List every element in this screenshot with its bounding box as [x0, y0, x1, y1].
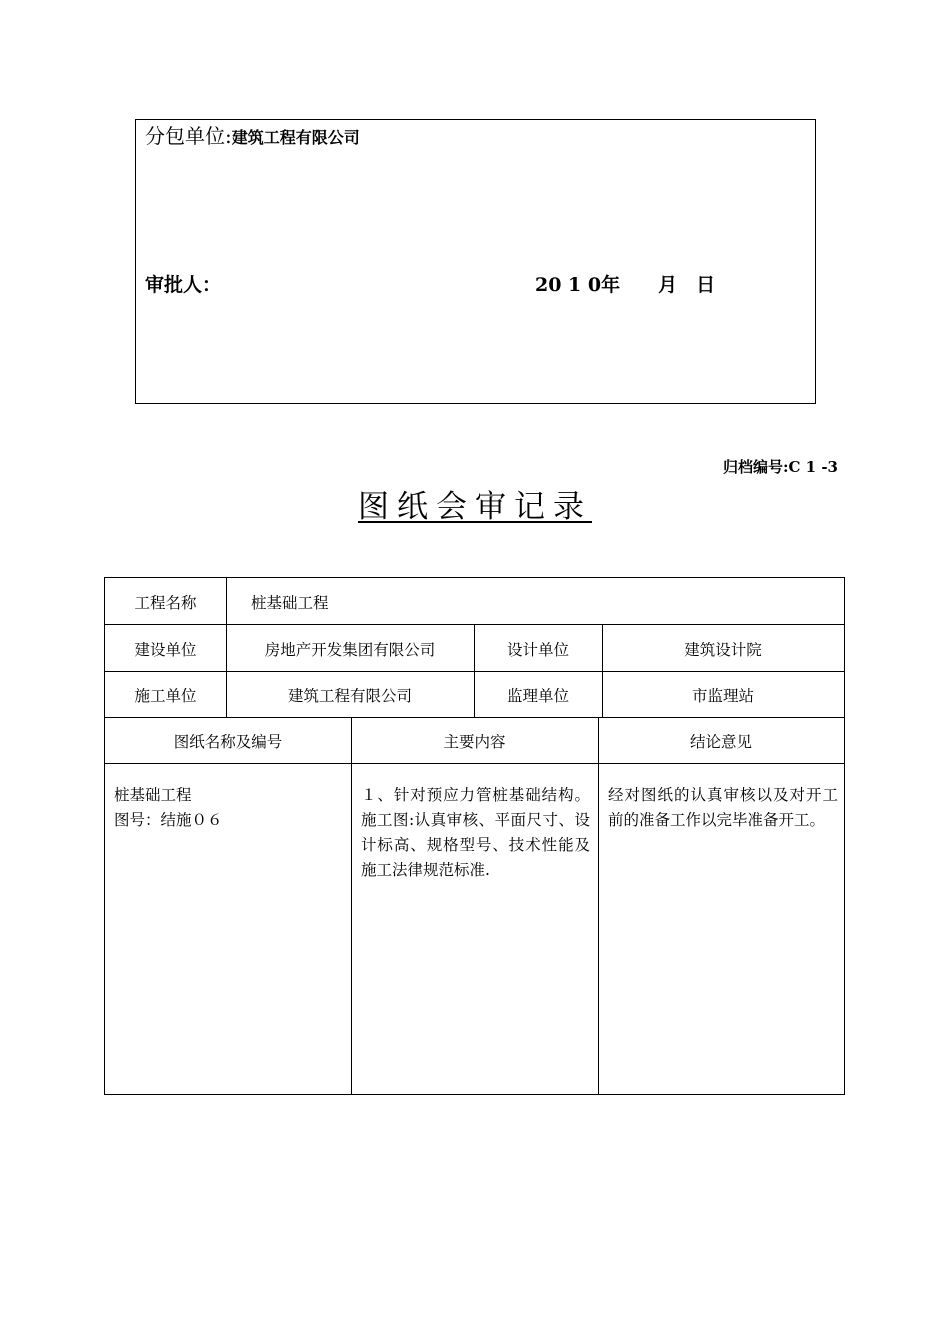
subcontractor-line	[145, 120, 360, 149]
col-header-drawing: 图纸名称及编号	[173, 733, 283, 751]
col-divider	[351, 717, 352, 1094]
supervision-value: 市监理站	[691, 687, 754, 705]
design-unit-label: 设计单位	[506, 641, 569, 659]
drawing-name-cell	[114, 783, 344, 833]
document-title-wrap	[0, 481, 950, 526]
drawing-number: 图号：结施０６	[114, 811, 223, 829]
col-header-conclusion: 结论意见	[689, 733, 752, 751]
contractor-value: 建筑工程有限公司	[287, 687, 412, 705]
row-divider	[105, 763, 844, 764]
approval-date: 20 1 0年 月 日	[535, 274, 716, 296]
drawing-name: 桩基础工程	[114, 786, 192, 804]
conclusion-cell: 经对图纸的认真审核以及对开工前的准备工作以完毕准备开工。	[608, 786, 838, 829]
approval-box	[135, 119, 816, 404]
approver-label: 审批人：	[145, 274, 222, 296]
drawing-review-table	[104, 577, 845, 1095]
project-name-value: 桩基础工程	[251, 594, 329, 612]
supervision-label: 监理单位	[506, 687, 569, 705]
archive-number: 归档编号:C 1 -3	[722, 458, 838, 476]
col-divider	[598, 717, 599, 1094]
project-name-label: 工程名称	[134, 594, 197, 612]
construction-unit-label: 建设单位	[134, 641, 197, 659]
row-divider	[105, 717, 844, 718]
main-content-cell: １、针对预应力管桩基础结构。施工图:认真审核、平面尺寸、设计标高、规格型号、技术性能及施工法律规范标准.	[361, 786, 590, 879]
subcontractor-value: 建筑工程有限公司	[231, 128, 360, 147]
construction-unit-value: 房地产开发集团有限公司	[264, 641, 436, 659]
col-header-content: 主要内容	[443, 733, 506, 751]
contractor-label: 施工单位	[134, 687, 197, 705]
design-unit-value: 建筑设计院	[684, 641, 762, 659]
document-title: 图纸会审记录	[358, 489, 592, 525]
subcontractor-label: 分包单位:	[145, 124, 232, 148]
